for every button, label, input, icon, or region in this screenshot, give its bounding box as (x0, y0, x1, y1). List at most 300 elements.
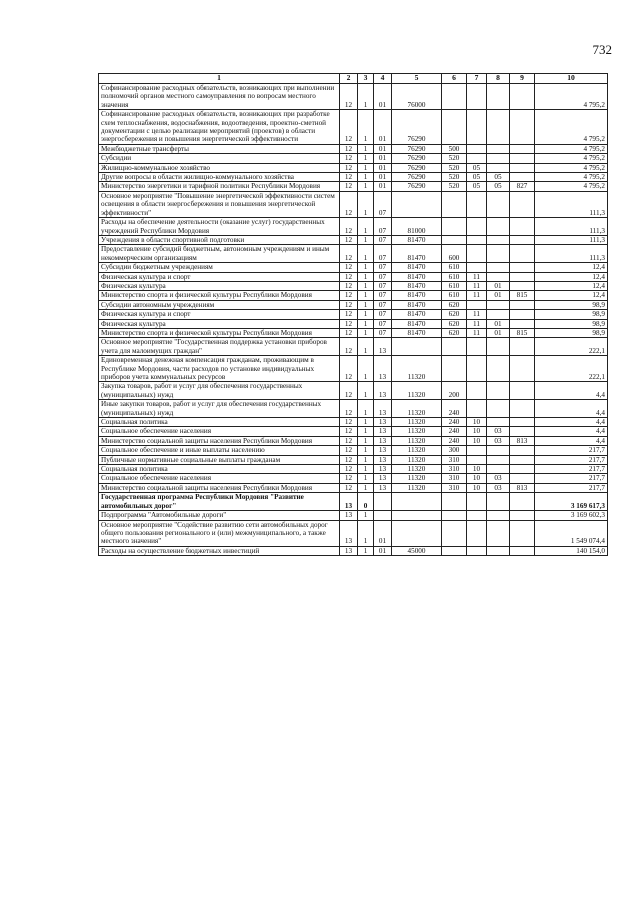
cell-c2: 12 (340, 465, 358, 474)
cell-c2: 12 (340, 483, 358, 492)
cell-c2: 12 (340, 272, 358, 281)
table-row (99, 455, 608, 464)
cell-c6 (442, 191, 467, 217)
cell-c8 (487, 154, 510, 163)
cell-c2: 12 (340, 427, 358, 436)
cell-c7 (467, 245, 487, 263)
cell-c7: 10 (467, 436, 487, 445)
cell-c2: 12 (340, 173, 358, 182)
cell-c9 (510, 382, 535, 400)
cell-c2: 13 (340, 493, 358, 511)
table-row (99, 163, 608, 172)
cell-c5: 76000 (392, 84, 442, 110)
cell-c3: 1 (358, 245, 374, 263)
table-row (99, 436, 608, 445)
page-number: 732 (592, 42, 612, 57)
row-name: Физическая культура и спорт (99, 272, 340, 281)
cell-c7 (467, 84, 487, 110)
column-header: 10 (535, 74, 608, 84)
row-name: Субсидии автономным учреждениям (99, 300, 340, 309)
cell-c7: 11 (467, 328, 487, 337)
cell-c3: 1 (358, 182, 374, 191)
cell-c4: 13 (374, 427, 392, 436)
cell-c3: 1 (358, 520, 374, 546)
row-amount: 217,7 (535, 465, 608, 474)
cell-c5: 81470 (392, 245, 442, 263)
cell-c3: 1 (358, 173, 374, 182)
cell-c3: 0 (358, 493, 374, 511)
table-row (99, 191, 608, 217)
cell-c5 (392, 511, 442, 520)
cell-c7: 11 (467, 291, 487, 300)
cell-c5: 45000 (392, 546, 442, 555)
cell-c6: 520 (442, 182, 467, 191)
table-row (99, 356, 608, 382)
row-amount: 12,4 (535, 263, 608, 272)
cell-c7: 10 (467, 465, 487, 474)
row-amount: 140 154,0 (535, 546, 608, 555)
cell-c6: 610 (442, 272, 467, 281)
cell-c5: 81470 (392, 310, 442, 319)
table-row (99, 328, 608, 337)
cell-c8 (487, 511, 510, 520)
cell-c8: 01 (487, 319, 510, 328)
cell-c5: 11320 (392, 356, 442, 382)
cell-c6 (442, 511, 467, 520)
cell-c8: 01 (487, 281, 510, 290)
table-row (99, 154, 608, 163)
cell-c2: 12 (340, 328, 358, 337)
cell-c2: 12 (340, 84, 358, 110)
row-name: Физическая культура и спорт (99, 310, 340, 319)
cell-c2: 12 (340, 110, 358, 145)
cell-c5: 81470 (392, 281, 442, 290)
cell-c5: 81470 (392, 263, 442, 272)
row-amount: 12,4 (535, 291, 608, 300)
cell-c5: 81470 (392, 235, 442, 244)
row-amount: 217,7 (535, 483, 608, 492)
row-name: Министерство спорта и физической культуры Республики Мордовия (99, 328, 340, 337)
cell-c5: 76290 (392, 182, 442, 191)
cell-c5 (392, 520, 442, 546)
row-amount: 12,4 (535, 281, 608, 290)
cell-c8: 03 (487, 483, 510, 492)
row-amount: 4,4 (535, 400, 608, 418)
cell-c9: 813 (510, 436, 535, 445)
cell-c2: 12 (340, 291, 358, 300)
cell-c4 (374, 511, 392, 520)
row-name: Физическая культура (99, 281, 340, 290)
cell-c3: 1 (358, 400, 374, 418)
cell-c4: 07 (374, 272, 392, 281)
row-amount: 4 795,2 (535, 173, 608, 182)
column-header: 5 (392, 74, 442, 84)
row-amount: 4,4 (535, 382, 608, 400)
row-amount: 98,9 (535, 300, 608, 309)
cell-c2: 12 (340, 300, 358, 309)
cell-c2: 12 (340, 281, 358, 290)
cell-c4: 01 (374, 173, 392, 182)
row-name: Социальное обеспечение населения (99, 427, 340, 436)
cell-c4: 01 (374, 520, 392, 546)
table-row (99, 483, 608, 492)
cell-c2: 12 (340, 474, 358, 483)
row-amount: 217,7 (535, 474, 608, 483)
column-header: 1 (99, 74, 340, 84)
table-row (99, 218, 608, 236)
cell-c4: 13 (374, 436, 392, 445)
cell-c3: 1 (358, 474, 374, 483)
cell-c4: 07 (374, 319, 392, 328)
cell-c6: 310 (442, 483, 467, 492)
cell-c8 (487, 84, 510, 110)
cell-c7: 10 (467, 418, 487, 427)
cell-c7: 11 (467, 272, 487, 281)
cell-c6: 500 (442, 144, 467, 153)
cell-c7 (467, 263, 487, 272)
row-name: Министерство социальной защиты населения Республики Мордовия (99, 436, 340, 445)
table-row (99, 281, 608, 290)
cell-c9 (510, 493, 535, 511)
table-row (99, 474, 608, 483)
cell-c6 (442, 110, 467, 145)
cell-c9 (510, 418, 535, 427)
row-name: Жилищно-коммунальное хозяйство (99, 163, 340, 172)
cell-c2: 12 (340, 191, 358, 217)
cell-c6: 610 (442, 291, 467, 300)
cell-c5: 11320 (392, 418, 442, 427)
cell-c3: 1 (358, 465, 374, 474)
cell-c8: 01 (487, 291, 510, 300)
cell-c6 (442, 235, 467, 244)
cell-c9: 827 (510, 182, 535, 191)
cell-c2: 12 (340, 310, 358, 319)
row-name: Расходы на осуществление бюджетных инвестиций (99, 546, 340, 555)
cell-c2: 12 (340, 455, 358, 464)
cell-c8 (487, 400, 510, 418)
table-row (99, 173, 608, 182)
row-amount: 4 795,2 (535, 84, 608, 110)
cell-c3: 1 (358, 328, 374, 337)
row-amount: 111,3 (535, 191, 608, 217)
cell-c6: 610 (442, 263, 467, 272)
cell-c9 (510, 511, 535, 520)
table-row (99, 465, 608, 474)
cell-c5: 11320 (392, 436, 442, 445)
cell-c9 (510, 263, 535, 272)
cell-c9 (510, 400, 535, 418)
column-header: 7 (467, 74, 487, 84)
cell-c2: 12 (340, 182, 358, 191)
cell-c8: 03 (487, 427, 510, 436)
cell-c3: 1 (358, 191, 374, 217)
cell-c6: 310 (442, 474, 467, 483)
column-header: 4 (374, 74, 392, 84)
cell-c3: 1 (358, 427, 374, 436)
cell-c2: 12 (340, 382, 358, 400)
cell-c4: 13 (374, 483, 392, 492)
cell-c4: 13 (374, 455, 392, 464)
cell-c5: 81470 (392, 272, 442, 281)
table-row (99, 446, 608, 455)
cell-c7: 11 (467, 310, 487, 319)
table-row (99, 319, 608, 328)
cell-c2: 12 (340, 436, 358, 445)
table-row (99, 245, 608, 263)
row-name: Софинансирование расходных обязательств, возникающих при выполнении полномочий органов местного самоуправления по вопросам местного значения (99, 84, 340, 110)
cell-c6: 520 (442, 163, 467, 172)
cell-c5: 11320 (392, 455, 442, 464)
cell-c8 (487, 338, 510, 356)
row-name: Министерство энергетики и тарифной политики Республики Мордовия (99, 182, 340, 191)
cell-c2: 12 (340, 319, 358, 328)
cell-c7 (467, 154, 487, 163)
cell-c5: 81470 (392, 328, 442, 337)
row-name: Социальное обеспечение и иные выплаты населению (99, 446, 340, 455)
cell-c2: 12 (340, 245, 358, 263)
row-amount: 111,3 (535, 218, 608, 236)
cell-c2: 12 (340, 400, 358, 418)
cell-c9 (510, 281, 535, 290)
cell-c9 (510, 235, 535, 244)
cell-c8 (487, 218, 510, 236)
row-amount: 4,4 (535, 436, 608, 445)
row-name: Иные закупки товаров, работ и услуг для обеспечения государственных (муниципальных) нужд (99, 400, 340, 418)
cell-c4: 01 (374, 546, 392, 555)
cell-c8 (487, 300, 510, 309)
table-body (99, 84, 608, 556)
cell-c8 (487, 144, 510, 153)
row-amount: 4 795,2 (535, 182, 608, 191)
cell-c8 (487, 546, 510, 555)
cell-c3: 1 (358, 483, 374, 492)
cell-c6 (442, 493, 467, 511)
cell-c5: 11320 (392, 446, 442, 455)
cell-c3: 1 (358, 218, 374, 236)
cell-c4: 01 (374, 84, 392, 110)
row-amount: 4 795,2 (535, 110, 608, 145)
row-amount: 98,9 (535, 310, 608, 319)
cell-c3: 1 (358, 455, 374, 464)
cell-c7 (467, 511, 487, 520)
cell-c2: 12 (340, 144, 358, 153)
cell-c3: 1 (358, 418, 374, 427)
cell-c7: 10 (467, 474, 487, 483)
cell-c3: 1 (358, 281, 374, 290)
table-row (99, 263, 608, 272)
cell-c6: 300 (442, 446, 467, 455)
cell-c9 (510, 84, 535, 110)
cell-c5: 81000 (392, 218, 442, 236)
cell-c3: 1 (358, 154, 374, 163)
cell-c2: 12 (340, 163, 358, 172)
cell-c4: 01 (374, 110, 392, 145)
cell-c9 (510, 218, 535, 236)
row-amount: 98,9 (535, 328, 608, 337)
cell-c6: 200 (442, 382, 467, 400)
cell-c7 (467, 218, 487, 236)
row-name: Физическая культура (99, 319, 340, 328)
row-amount: 12,4 (535, 272, 608, 281)
cell-c5: 76290 (392, 110, 442, 145)
cell-c4: 01 (374, 154, 392, 163)
cell-c9 (510, 163, 535, 172)
cell-c7 (467, 110, 487, 145)
table-row (99, 235, 608, 244)
table-row (99, 400, 608, 418)
cell-c5 (392, 338, 442, 356)
cell-c3: 1 (358, 263, 374, 272)
row-amount: 4,4 (535, 418, 608, 427)
cell-c6: 240 (442, 418, 467, 427)
cell-c4: 07 (374, 191, 392, 217)
cell-c8 (487, 245, 510, 263)
row-name: Другие вопросы в области жилищно-коммунального хозяйства (99, 173, 340, 182)
row-amount: 4,4 (535, 427, 608, 436)
row-name: Субсидии (99, 154, 340, 163)
cell-c4 (374, 493, 392, 511)
cell-c3: 1 (358, 511, 374, 520)
row-name: Подпрограмма "Автомобильные дороги" (99, 511, 340, 520)
cell-c5: 11320 (392, 474, 442, 483)
cell-c9 (510, 356, 535, 382)
column-header: 2 (340, 74, 358, 84)
cell-c7: 05 (467, 163, 487, 172)
cell-c3: 1 (358, 110, 374, 145)
cell-c6: 520 (442, 173, 467, 182)
cell-c9 (510, 300, 535, 309)
cell-c4: 07 (374, 328, 392, 337)
cell-c3: 1 (358, 356, 374, 382)
row-amount: 217,7 (535, 455, 608, 464)
cell-c3: 1 (358, 144, 374, 153)
cell-c7 (467, 300, 487, 309)
cell-c9 (510, 455, 535, 464)
cell-c5 (392, 191, 442, 217)
cell-c5: 76290 (392, 173, 442, 182)
cell-c4: 01 (374, 163, 392, 172)
cell-c9 (510, 446, 535, 455)
table-row (99, 493, 608, 511)
table-row (99, 546, 608, 555)
cell-c8: 05 (487, 173, 510, 182)
table-row (99, 520, 608, 546)
row-amount: 3 169 602,3 (535, 511, 608, 520)
row-amount: 111,3 (535, 235, 608, 244)
row-amount: 217,7 (535, 446, 608, 455)
cell-c6: 240 (442, 427, 467, 436)
cell-c4: 07 (374, 245, 392, 263)
table-row (99, 511, 608, 520)
row-name: Министерство спорта и физической культуры Республики Мордовия (99, 291, 340, 300)
row-amount: 3 169 617,3 (535, 493, 608, 511)
row-name: Субсидии бюджетным учреждениям (99, 263, 340, 272)
cell-c8 (487, 446, 510, 455)
cell-c5: 11320 (392, 427, 442, 436)
cell-c4: 13 (374, 465, 392, 474)
cell-c6 (442, 520, 467, 546)
cell-c8 (487, 356, 510, 382)
cell-c9: 815 (510, 328, 535, 337)
cell-c8 (487, 520, 510, 546)
cell-c6: 240 (442, 400, 467, 418)
cell-c2: 12 (340, 446, 358, 455)
cell-c5: 11320 (392, 382, 442, 400)
cell-c3: 1 (358, 382, 374, 400)
cell-c6: 240 (442, 436, 467, 445)
cell-c9 (510, 338, 535, 356)
cell-c4: 01 (374, 144, 392, 153)
cell-c7 (467, 356, 487, 382)
row-amount: 4 795,2 (535, 144, 608, 153)
row-amount: 222,1 (535, 338, 608, 356)
cell-c7 (467, 493, 487, 511)
table-row (99, 418, 608, 427)
row-name: Единовременная денежная компенсация гражданам, проживающим в Республике Мордовия, части расходов по установке индивидуальных приборов учета коммунальных ресурсов (99, 356, 340, 382)
row-amount: 4 795,2 (535, 163, 608, 172)
cell-c2: 12 (340, 218, 358, 236)
cell-c9 (510, 319, 535, 328)
cell-c3: 1 (358, 272, 374, 281)
table-row (99, 300, 608, 309)
cell-c4: 13 (374, 338, 392, 356)
table-row (99, 182, 608, 191)
column-header: 6 (442, 74, 467, 84)
cell-c3: 1 (358, 319, 374, 328)
cell-c9 (510, 245, 535, 263)
cell-c3: 1 (358, 446, 374, 455)
cell-c5: 76290 (392, 154, 442, 163)
cell-c5: 11320 (392, 465, 442, 474)
table-row (99, 338, 608, 356)
cell-c7 (467, 546, 487, 555)
column-header: 3 (358, 74, 374, 84)
cell-c9 (510, 546, 535, 555)
cell-c7 (467, 400, 487, 418)
table-row (99, 382, 608, 400)
cell-c9: 815 (510, 291, 535, 300)
cell-c2: 12 (340, 338, 358, 356)
cell-c7 (467, 382, 487, 400)
row-amount: 222,1 (535, 356, 608, 382)
cell-c7: 10 (467, 427, 487, 436)
cell-c6: 520 (442, 154, 467, 163)
table-row (99, 144, 608, 153)
cell-c6 (442, 546, 467, 555)
cell-c5: 76290 (392, 144, 442, 153)
cell-c2: 12 (340, 356, 358, 382)
cell-c6: 310 (442, 455, 467, 464)
cell-c7 (467, 144, 487, 153)
row-name: Социальная политика (99, 418, 340, 427)
cell-c7: 11 (467, 319, 487, 328)
cell-c3: 1 (358, 436, 374, 445)
row-name: Социальная политика (99, 465, 340, 474)
cell-c6 (442, 356, 467, 382)
cell-c7 (467, 191, 487, 217)
cell-c9 (510, 272, 535, 281)
cell-c2: 13 (340, 511, 358, 520)
cell-c5: 81470 (392, 291, 442, 300)
cell-c4: 07 (374, 300, 392, 309)
cell-c8 (487, 382, 510, 400)
cell-c5: 76290 (392, 163, 442, 172)
cell-c8 (487, 235, 510, 244)
cell-c9 (510, 110, 535, 145)
cell-c8 (487, 191, 510, 217)
cell-c9: 813 (510, 483, 535, 492)
row-name: Министерство социальной защиты населения Республики Мордовия (99, 483, 340, 492)
